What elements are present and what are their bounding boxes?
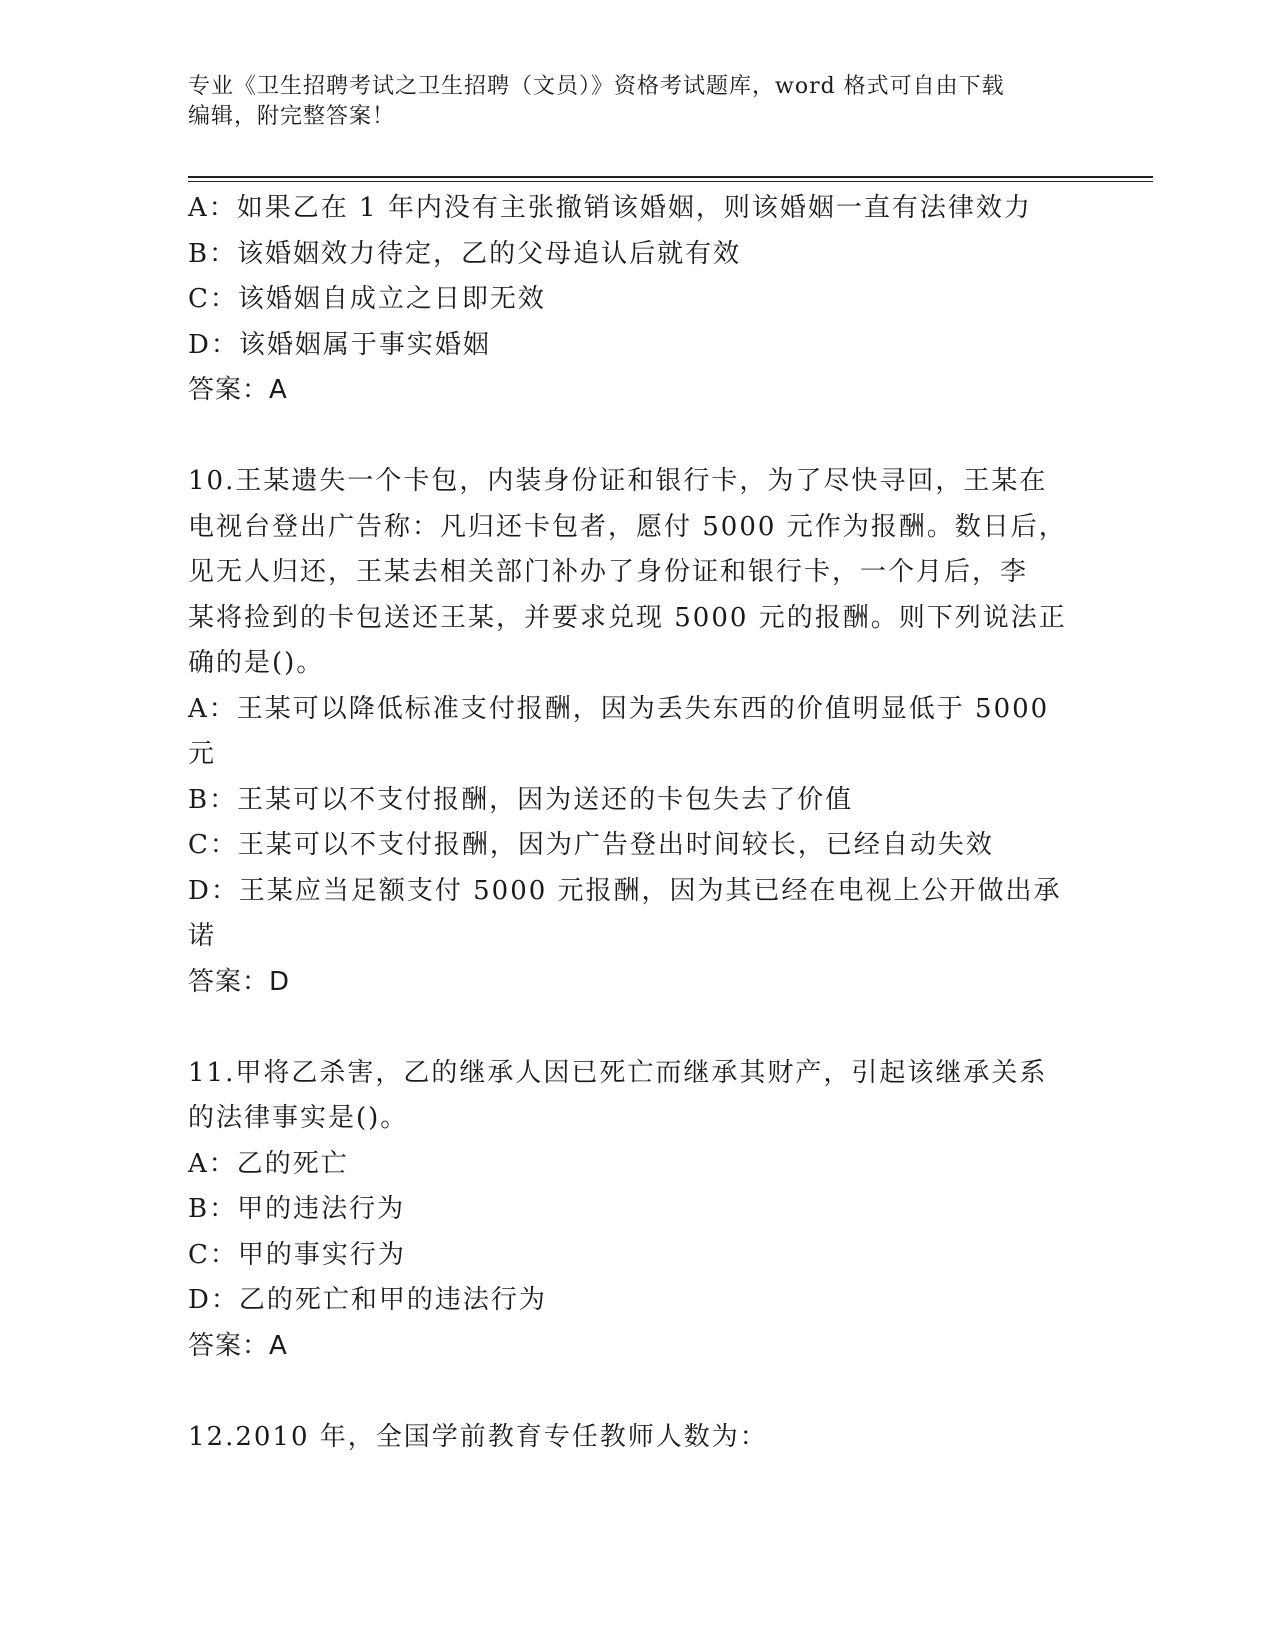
spacer	[188, 414, 1068, 460]
option-a-continued: 元	[188, 739, 217, 769]
prev-question-block	[188, 186, 1068, 414]
question-stem-line: 11.甲将乙杀害，乙的继承人因已死亡而继承其财产，引起该继承关系	[188, 1057, 1048, 1088]
option-d: D：乙的死亡和甲的违法行为	[188, 1285, 547, 1315]
option-a: A：乙的死亡	[188, 1148, 349, 1179]
answer-label: 答案：D	[188, 966, 291, 997]
question-stem-line: 见无人归还，王某去相关部门补办了身份证和银行卡，一个月后，李	[188, 557, 1029, 587]
option-b: B：王某可以不支付报酬，因为送还的卡包失去了价值	[188, 784, 854, 815]
header-intro-line: 编辑，附完整答案！	[188, 104, 396, 129]
spacer	[188, 1369, 1068, 1415]
option-a: A：王某可以降低标准支付报酬，因为丢失东西的价值明显低于 5000	[188, 693, 1050, 724]
question-stem-line: 电视台登出广告称：凡归还卡包者，愿付 5000 元作为报酬。数日后，	[188, 511, 1067, 542]
header-divider-thin	[188, 181, 1153, 182]
question-stem-line: 的法律事实是()。	[188, 1103, 409, 1133]
option-d: D：王某应当足额支付 5000 元报酬，因为其已经在电视上公开做出承	[188, 875, 1062, 906]
option-c: C：甲的事实行为	[188, 1239, 406, 1270]
option-d: D：该婚姻属于事实婚姻	[188, 329, 491, 360]
answer-label: 答案：A	[188, 375, 288, 405]
option-b: B：该婚姻效力待定，乙的父母追认后就有效	[188, 238, 742, 269]
header-intro-line: 专业《卫生招聘考试之卫生招聘（文员）》资格考试题库，word 格式可自由下载	[188, 74, 1005, 99]
spacer	[188, 1005, 1068, 1051]
option-b: B：甲的违法行为	[188, 1194, 406, 1224]
question-12-block	[188, 1415, 1068, 1461]
option-c: C：该婚姻自成立之日即无效	[188, 284, 546, 314]
option-c: C：王某可以不支付报酬，因为广告登出时间较长，已经自动失效	[188, 830, 994, 860]
question-stem-line: 10.王某遗失一个卡包，内装身份证和银行卡，为了尽快寻回，王某在	[188, 466, 1048, 496]
question-10-block	[188, 459, 1068, 1005]
question-stem-line: 12.2010 年，全国学前教育专任教师人数为：	[188, 1421, 768, 1452]
option-d-continued: 诺	[188, 921, 217, 951]
question-content	[188, 186, 1068, 1460]
question-stem-line: 确的是()。	[188, 648, 325, 678]
option-a: A：如果乙在 1 年内没有主张撤销该婚姻，则该婚姻一直有法律效力	[188, 193, 1032, 223]
question-stem-line: 某将捡到的卡包送还王某，并要求兑现 5000 元的报酬。则下列说法正	[188, 602, 1067, 633]
answer-label: 答案：A	[188, 1330, 288, 1361]
document-header	[188, 72, 1068, 132]
header-divider-thick	[188, 176, 1153, 178]
question-11-block	[188, 1051, 1068, 1370]
